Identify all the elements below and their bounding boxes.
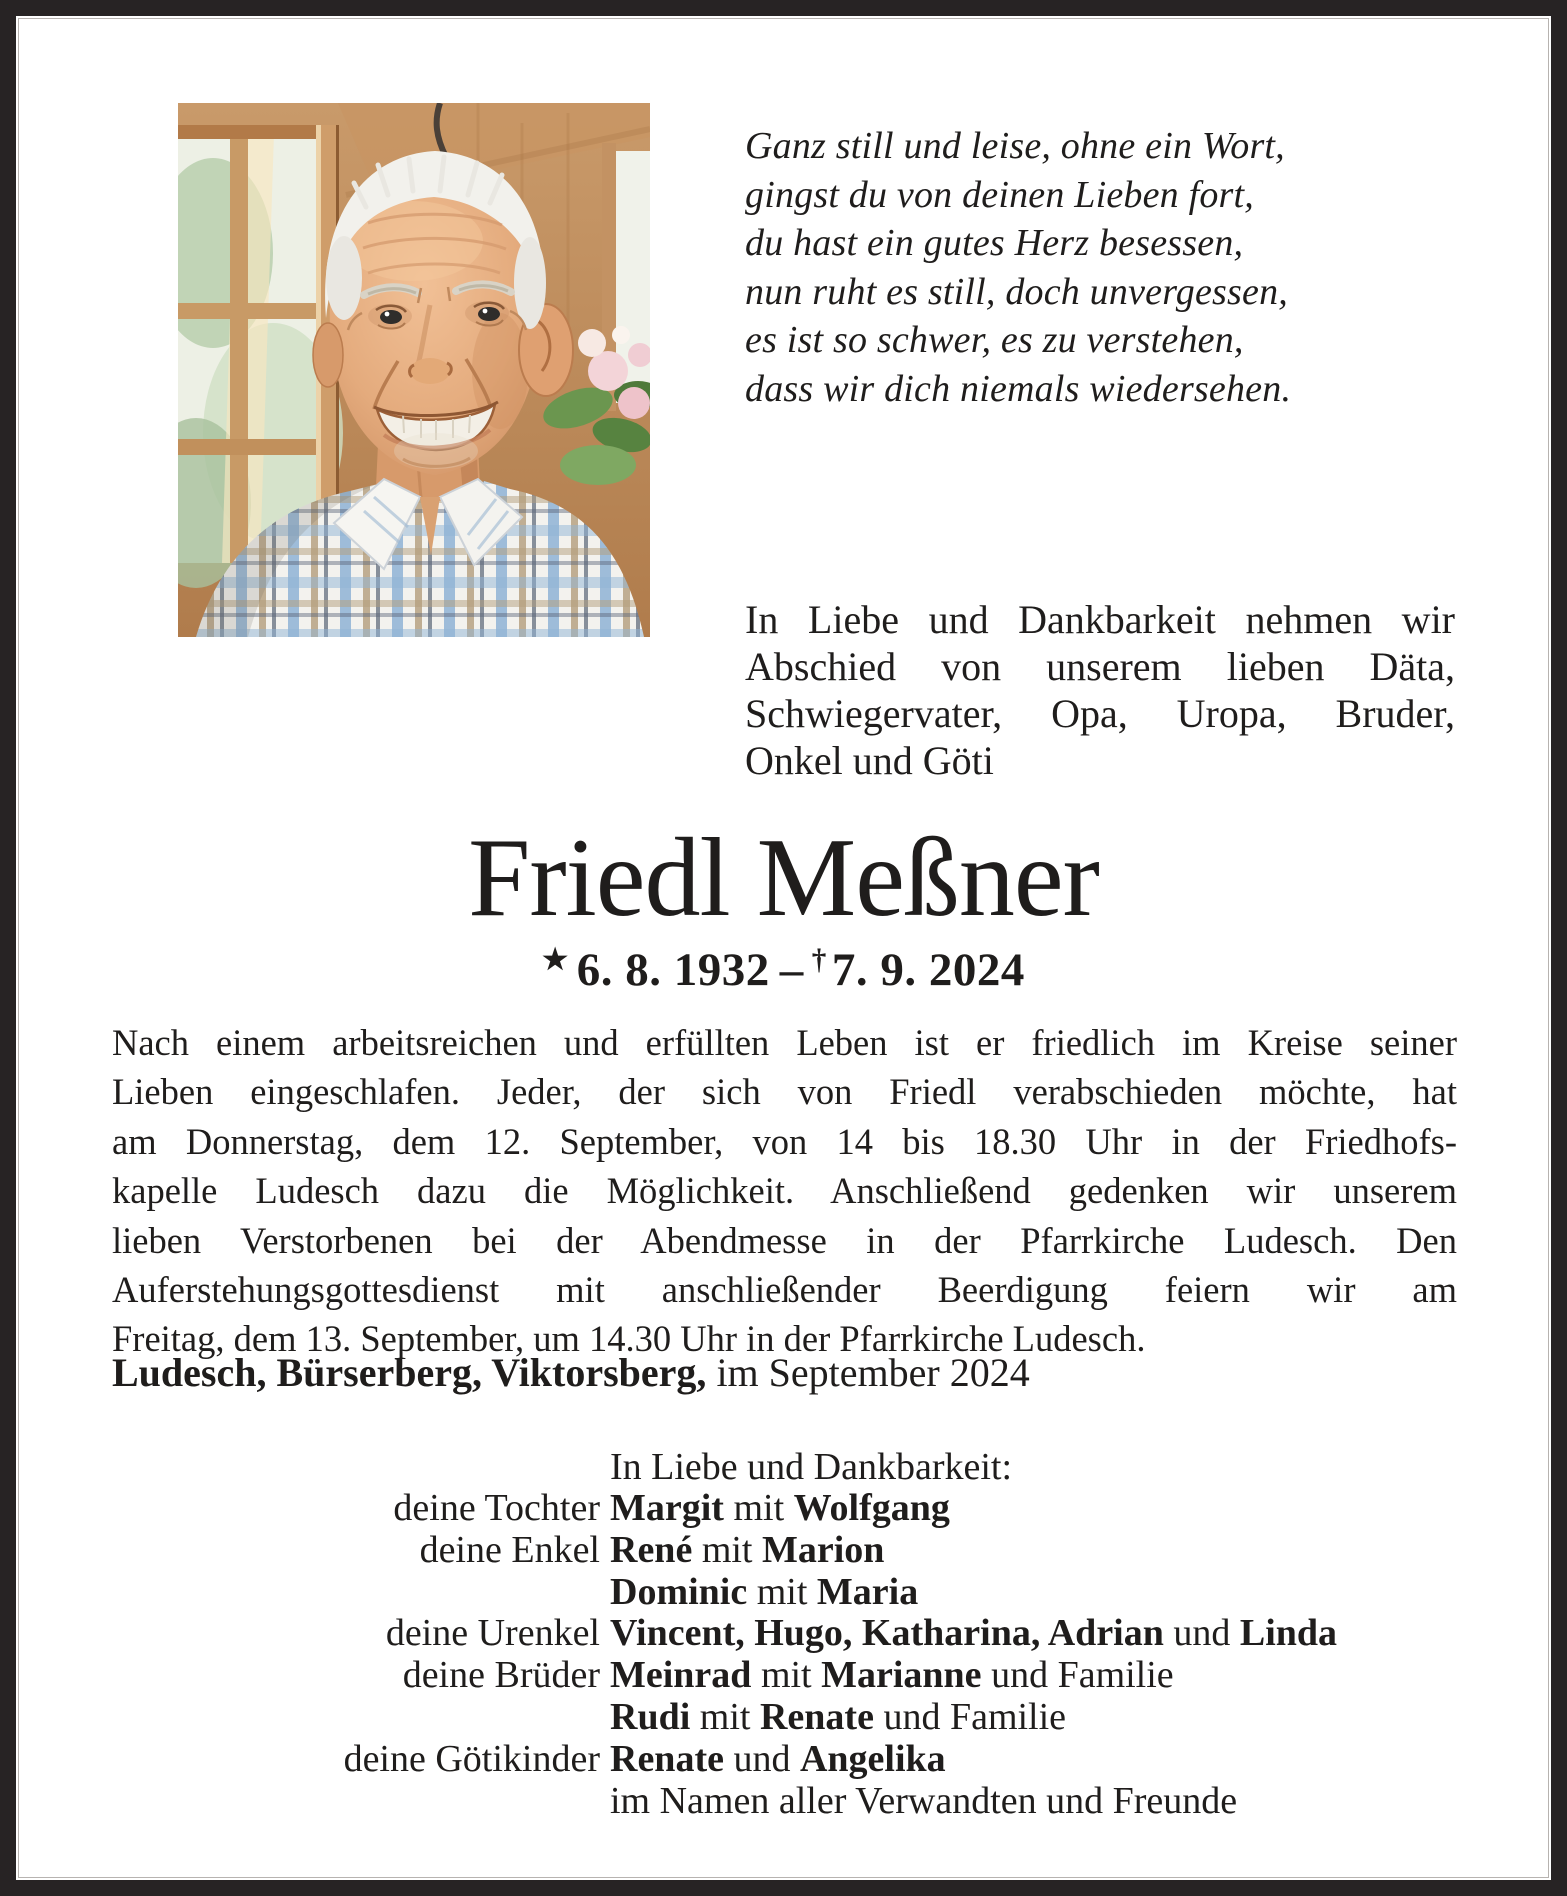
poem-line: gingst du von deinen Lieben fort, <box>745 173 1254 216</box>
portrait-illustration <box>178 103 650 637</box>
family-names: Rudi mit Renate und Familie <box>610 1695 1067 1738</box>
birth-date: 6. 8. 1932 <box>576 944 770 997</box>
closing-heading: In Liebe und Dankbarkeit: <box>610 1446 1013 1488</box>
announcement-line: Nach einem arbeitsreichen und erfüllten Leben ist er friedlich im Kreise seiner <box>112 1022 1457 1063</box>
announcement-line: lieben Verstorbenen bei der Abendmesse in der Pfarrkirche Ludesch. Den <box>112 1219 1457 1261</box>
announcement-line: am Donnerstag, dem 12. September, von 14 bis 18.30 Uhr in der Friedhofs- <box>112 1120 1457 1162</box>
family-row <box>112 1739 1492 1781</box>
relation-label: deine Urenkel <box>385 1612 600 1655</box>
relation-label: deine Götikinder <box>343 1737 600 1780</box>
month-year-text: im September 2024 <box>716 1350 1030 1395</box>
poem-line: dass wir dich niemals wiedersehen. <box>745 367 1292 410</box>
portrait-photo <box>178 103 650 637</box>
farewell-line: Schwiegervater, Opa, Uropa, Bruder, <box>745 691 1455 736</box>
family-names: im Namen aller Verwandten und Freunde <box>610 1779 1238 1822</box>
relation-label: deine Tochter <box>393 1487 600 1529</box>
family-names: Vincent, Hugo, Katharina, Adrian und Linda <box>610 1612 1338 1655</box>
announcement-line: Freitag, dem 13. September, um 14.30 Uhr in der Pfarrkirche Ludesch. <box>112 1318 1146 1360</box>
announcement-line: Auferstehungsgottesdienst mit anschließender Beerdigung feiern wir am <box>112 1269 1457 1311</box>
farewell-line: Abschied von unserem lieben Däta, <box>745 644 1455 689</box>
family-names: Dominic mit Maria <box>610 1570 919 1613</box>
poem-line: du hast ein gutes Herz besessen, <box>745 222 1244 264</box>
farewell-line: In Liebe und Dankbarkeit nehmen wir <box>745 597 1455 642</box>
deceased-name: Friedl Meßner <box>468 816 1099 940</box>
poem-line: es ist so schwer, es zu verstehen, <box>745 319 1244 361</box>
relation-label: deine Enkel <box>419 1528 600 1571</box>
announcement-line: Lieben eingeschlafen. Jeder, der sich von Friedl verabschieden möchte, hat <box>112 1071 1457 1113</box>
family-row <box>112 1655 1492 1697</box>
family-row <box>112 1781 1492 1823</box>
relation-label <box>112 1781 610 1823</box>
family-row <box>112 1613 1492 1655</box>
relation-label: deine Brüder <box>402 1654 600 1697</box>
family-names: Renate und Angelika <box>610 1737 946 1780</box>
announcement-line: kapelle Ludesch dazu die Möglichkeit. Anschließend gedenken wir unserem <box>112 1170 1457 1212</box>
family-row <box>112 1488 1492 1530</box>
farewell-paragraph <box>745 596 1455 784</box>
life-dates <box>16 934 1551 996</box>
funeral-announcement <box>112 1018 1457 1364</box>
birth-star-icon: ★ <box>542 944 569 976</box>
poem-line: nun ruht es still, doch unvergessen, <box>745 270 1289 313</box>
farewell-line: Onkel und Göti <box>745 738 994 783</box>
family-row <box>112 1530 1492 1572</box>
relation-label <box>112 1697 610 1739</box>
family-row <box>112 1697 1492 1739</box>
relation-label <box>112 1572 610 1614</box>
poem-line: Ganz still und leise, ohne ein Wort, <box>745 125 1285 167</box>
death-dagger-icon: † <box>811 944 827 976</box>
family-row <box>112 1572 1492 1614</box>
dates-separator: – <box>779 944 804 997</box>
places-text: Ludesch, Bürserberg, Viktorsberg, <box>112 1350 707 1395</box>
place-date-line <box>112 1350 1457 1396</box>
memorial-poem <box>745 122 1465 413</box>
family-names: Meinrad mit Marianne und Familie <box>610 1654 1174 1697</box>
family-names: Margit mit Wolfgang <box>610 1487 950 1529</box>
family-names: René mit Marion <box>610 1528 885 1571</box>
family-list <box>112 1488 1492 1822</box>
death-date: 7. 9. 2024 <box>831 944 1025 997</box>
